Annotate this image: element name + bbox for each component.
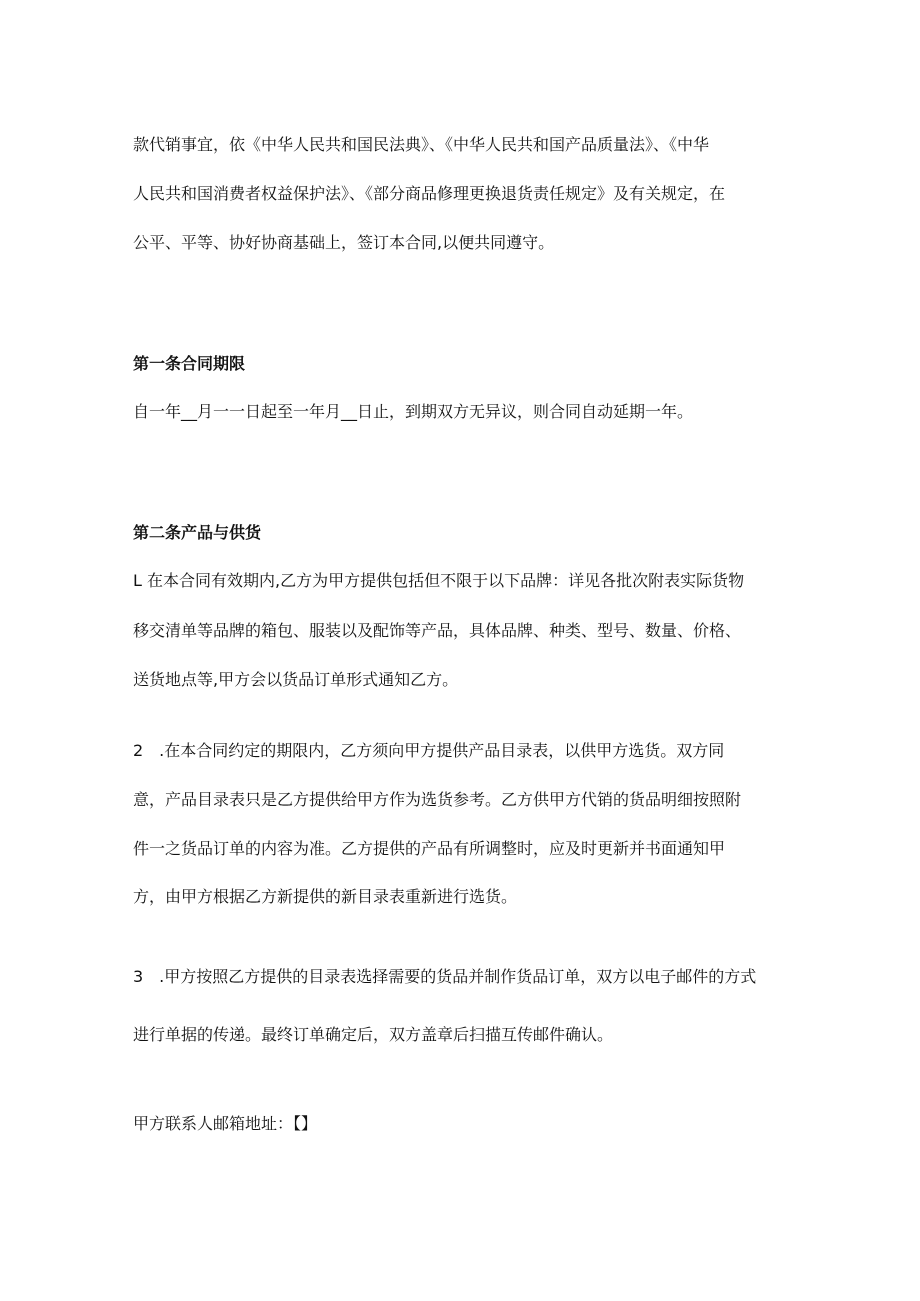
article2-item1-line-1: L 在本合同有效期内,乙方为甲方提供包括但不限于以下品牌：详见各批次附表实际货物 (133, 571, 745, 590)
article2-item2-line-1: 2 .在本合同约定的期限内，乙方须向甲方提供产品目录表，以供甲方选货。双方同 (133, 741, 725, 760)
article2-item2-line-3: 件一之货品订单的内容为准。乙方提供的产品有所调整时，应及时更新并书面通知甲 (133, 839, 726, 858)
article2-contact-email: 甲方联系人邮箱地址：【】 (133, 1114, 318, 1133)
article2-item2-line-2: 意，产品目录表只是乙方提供给甲方作为选货参考。乙方供甲方代销的货品明细按照附 (133, 790, 742, 809)
article1-line-1: 自一年__月一一日起至一年月__日止，到期双方无异议，则合同自动延期一年。 (133, 402, 694, 421)
article1-heading: 第一条合同期限 (133, 354, 246, 373)
intro-line-2: 人民共和国消费者权益保护法》、《部分商品修理更换退货责任规定》及有关规定，在 (133, 184, 726, 203)
article2-item2-line-4: 方，由甲方根据乙方新提供的新目录表重新进行选货。 (133, 887, 518, 906)
article2-item3-line-2: 进行单据的传递。最终订单确定后，双方盖章后扫描互传邮件确认。 (133, 1025, 614, 1044)
intro-line-1: 款代销事宜，依《中华人民共和国民法典》、《中华人民共和国产品质量法》、《中华 (133, 135, 710, 154)
article2-item3-line-1: 3 .甲方按照乙方提供的目录表选择需要的货品并制作货品订单，双方以电子邮件的方式 (133, 967, 757, 986)
intro-line-3: 公平、平等、协好协商基础上，签订本合同,以便共同遵守。 (133, 233, 555, 252)
article2-heading: 第二条产品与供货 (133, 523, 262, 542)
article2-item1-line-3: 送货地点等,甲方会以货品订单形式通知乙方。 (133, 670, 459, 689)
article2-item1-line-2: 移交清单等品牌的箱包、服装以及配饰等产品，具体品牌、种类、型号、数量、价格、 (133, 621, 742, 640)
